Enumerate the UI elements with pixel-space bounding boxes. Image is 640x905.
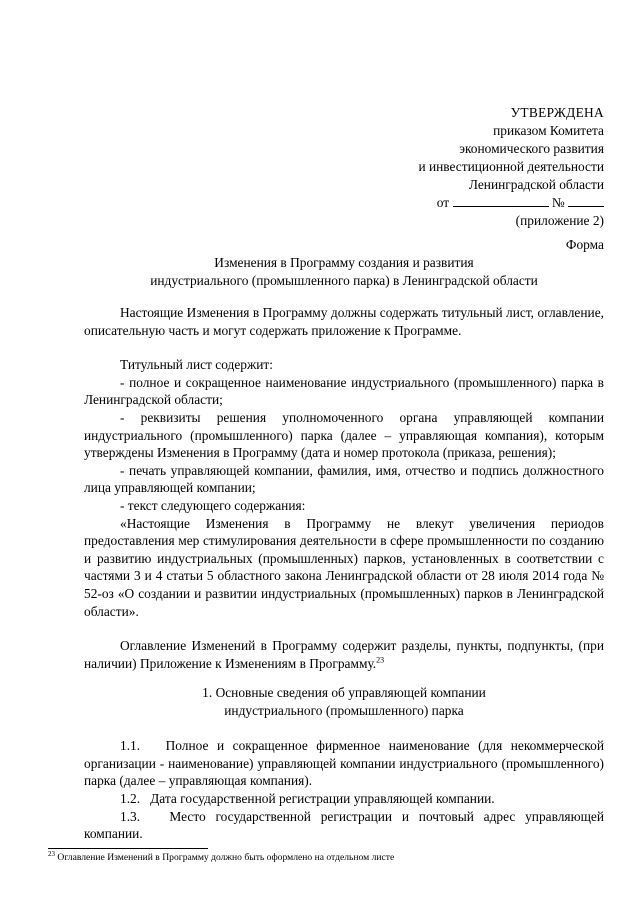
section-1-title (84, 684, 604, 720)
intro-paragraph: Настоящие Изменения в Программу должны содержать титульный лист, оглавление, описательную часть и могут содержать приложение к Программе. (84, 305, 604, 338)
title-page-lead: Титульный лист содержит: (120, 357, 273, 373)
number-blank (568, 194, 604, 207)
approval-date-line (418, 194, 604, 212)
footnote-text: Оглавление Изменений в Программу должно быть оформлено на отдельном листе (57, 852, 395, 863)
document-body (84, 304, 604, 843)
section-1-title-line-2: индустриального (промышленного) парка (224, 703, 464, 719)
approval-line-4: Ленинградской области (468, 177, 604, 192)
item-text: Полное и сокращенное фирменное наименование (для некоммерческой организации - наименование) управляющей компании индустриального (промышленного) парка (далее – управляющая компания). (84, 738, 604, 789)
footnote (48, 849, 395, 864)
date-blank (453, 194, 549, 207)
approval-appendix: (приложение 2) (515, 213, 604, 228)
title-page-item-2: - реквизиты решения уполномоченного органа управляющей компании индустриального (промышленного) парка (далее – управляющая компания), которым утверждены Изменения в Программу (дата и номер протокола (приказа, решения); (84, 409, 604, 461)
toc-paragraph (84, 637, 604, 672)
toc-text: Оглавление Изменений в Программу содержит разделы, пункты, подпункты, (при наличии) Приложение к Изменениям в Программу. (84, 638, 604, 671)
title-page-quote: «Настоящие Изменения в Программу не влекут увеличения периодов предоставления мер стимулирования деятельности в сфере промышленности по созданию и развитию индустриальных (промышленных) парков, установленных в соответствии с частями 3 и 4 статьи 5 областного закона Ленинградской области от 28 июля 2014 года № 52-оз «О создании и развитии индустриальных (промышленных) парков в Ленинградской области». (84, 515, 604, 619)
footnote-separator (48, 848, 208, 849)
approval-title: УТВЕРЖДЕНА (510, 105, 604, 120)
section-1-title-line-1: 1. Основные сведения об управляющей компании (202, 685, 486, 701)
date-prefix: от (436, 195, 450, 210)
item-number: 1.2. (120, 791, 141, 807)
heading-line-2: индустриального (промышленного парка) в Ленинградской области (150, 273, 538, 288)
section-1-item-1 (84, 737, 604, 790)
item-text: Дата государственной регистрации управляющей компании. (150, 791, 495, 807)
form-label: Форма (565, 237, 604, 252)
approval-line-1: приказом Комитета (493, 123, 604, 138)
title-page-item-4: - текст следующего содержания: (120, 497, 306, 513)
title-page-item-3: - печать управляющей компании, фамилия, имя, отчество и подпись должностного лица управляющей компании; (84, 462, 604, 496)
section-1-item-3 (84, 808, 604, 843)
document-heading (84, 254, 604, 290)
item-number: 1.3. (120, 808, 141, 824)
number-sign: № (551, 195, 565, 210)
footnote-number: 23 (48, 849, 55, 858)
approval-line-2: экономического развития (459, 141, 604, 156)
item-text: Место государственной регистрации и почтовый адрес управляющей компании. (84, 808, 605, 842)
title-page-item-1: - полное и сокращенное наименование индустриального (промышленного) парка в Ленинградской области; (84, 374, 604, 408)
footnote-ref: 23 (376, 655, 385, 665)
section-1-item-2 (84, 790, 604, 808)
approval-line-3: и инвестиционной деятельности (418, 159, 604, 174)
item-number: 1.1. (120, 738, 141, 754)
approval-block (418, 104, 604, 230)
heading-line-1: Изменения в Программу создания и развития (214, 255, 474, 270)
